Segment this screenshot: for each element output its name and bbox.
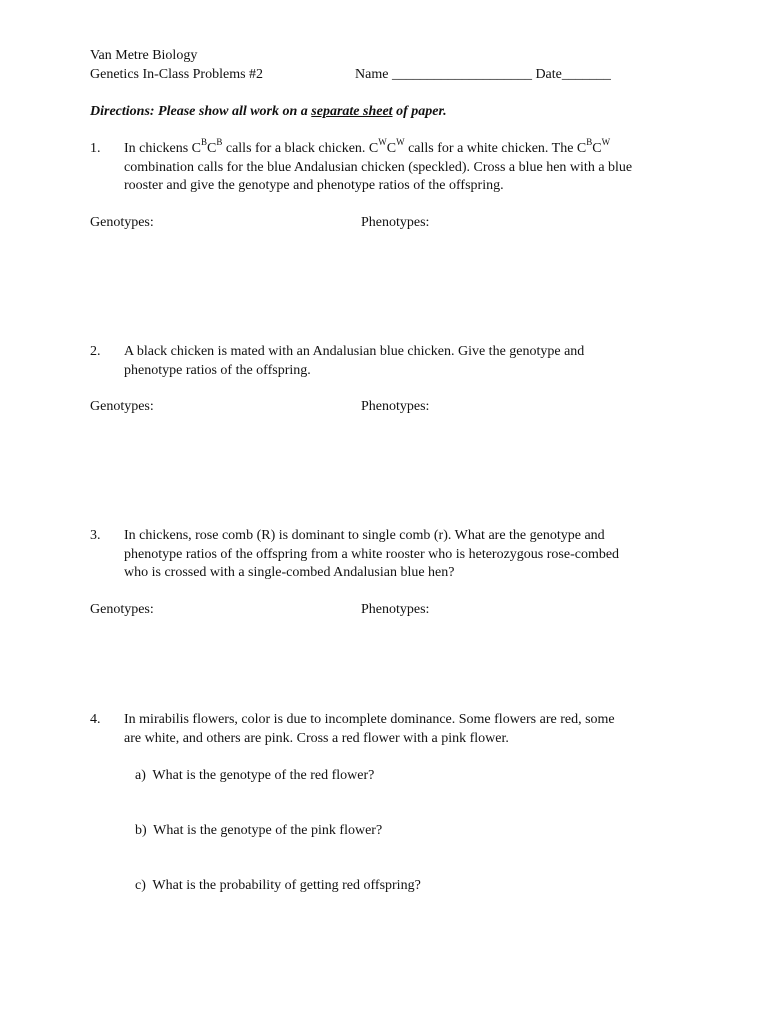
- directions-text: Directions: Please show all work on a: [90, 104, 312, 119]
- phenotypes-label: Phenotypes:: [361, 399, 430, 414]
- question-text: [124, 137, 684, 196]
- subquestion-text: What is the genotype of the red flower?: [152, 768, 375, 783]
- question-line: phenotype ratios of the offspring from a white rooster who is heterozygous rose-combed: [124, 546, 620, 562]
- question-text: [124, 343, 684, 380]
- question-text: [124, 527, 684, 583]
- phenotypes-label: Phenotypes:: [361, 602, 430, 617]
- question-number: 1.: [90, 141, 101, 156]
- name-field: [355, 66, 611, 85]
- directions: [90, 103, 447, 122]
- question-line: In mirabilis flowers, color is due to incomplete dominance. Some flowers are red, some: [124, 712, 615, 727]
- question-line: rooster and give the genotype and phenotype ratios of the offspring.: [124, 178, 504, 193]
- question-line: who is crossed with a single-combed Andalusian blue hen?: [124, 565, 455, 580]
- date-label: Date: [535, 67, 562, 82]
- question-number: 4.: [90, 712, 101, 727]
- question-line: are white, and others are pink. Cross a red flower with a pink flower.: [124, 730, 509, 746]
- genotypes-label: Genotypes:: [90, 399, 154, 414]
- question-line: In chickens, rose comb (R) is dominant to single comb (r). What are the genotype and: [124, 528, 605, 543]
- subquestion-a: [135, 767, 374, 786]
- subquestion-label: a): [135, 768, 146, 783]
- directions-underlined: separate sheet: [311, 104, 393, 119]
- question-line: A black chicken is mated with an Andalusian blue chicken. Give the genotype and: [124, 344, 585, 359]
- subquestion-text: What is the probability of getting red offspring?: [152, 878, 421, 893]
- date-blank: _______: [561, 67, 611, 82]
- question-text: [124, 711, 684, 748]
- name-label: Name: [355, 67, 389, 82]
- name-blank: ____________________: [391, 67, 532, 82]
- subquestion-c: [135, 877, 421, 896]
- genotypes-label: Genotypes:: [90, 602, 154, 617]
- directions-text-end: of paper.: [392, 104, 447, 119]
- worksheet-title: Genetics In-Class Problems #2: [90, 67, 264, 82]
- question-line: In chickens $C^BC^B$ calls for a black chicken. $C^WC^W$ calls for a white chicken. The $C^BC^W$: [124, 137, 611, 156]
- subquestion-b: [135, 822, 382, 841]
- school-heading: Van Metre Biology: [90, 48, 198, 63]
- subquestion-label: b): [135, 823, 147, 838]
- question-line: combination calls for the blue Andalusian chicken (speckled). Cross a blue hen with a blue: [124, 159, 633, 175]
- subquestion-label: c): [135, 878, 146, 893]
- genotypes-label: Genotypes:: [90, 215, 154, 230]
- phenotypes-label: Phenotypes:: [361, 215, 430, 230]
- question-number: 2.: [90, 344, 101, 359]
- question-line: phenotype ratios of the offspring.: [124, 362, 311, 378]
- question-number: 3.: [90, 528, 101, 543]
- subquestion-text: What is the genotype of the pink flower?: [153, 823, 383, 838]
